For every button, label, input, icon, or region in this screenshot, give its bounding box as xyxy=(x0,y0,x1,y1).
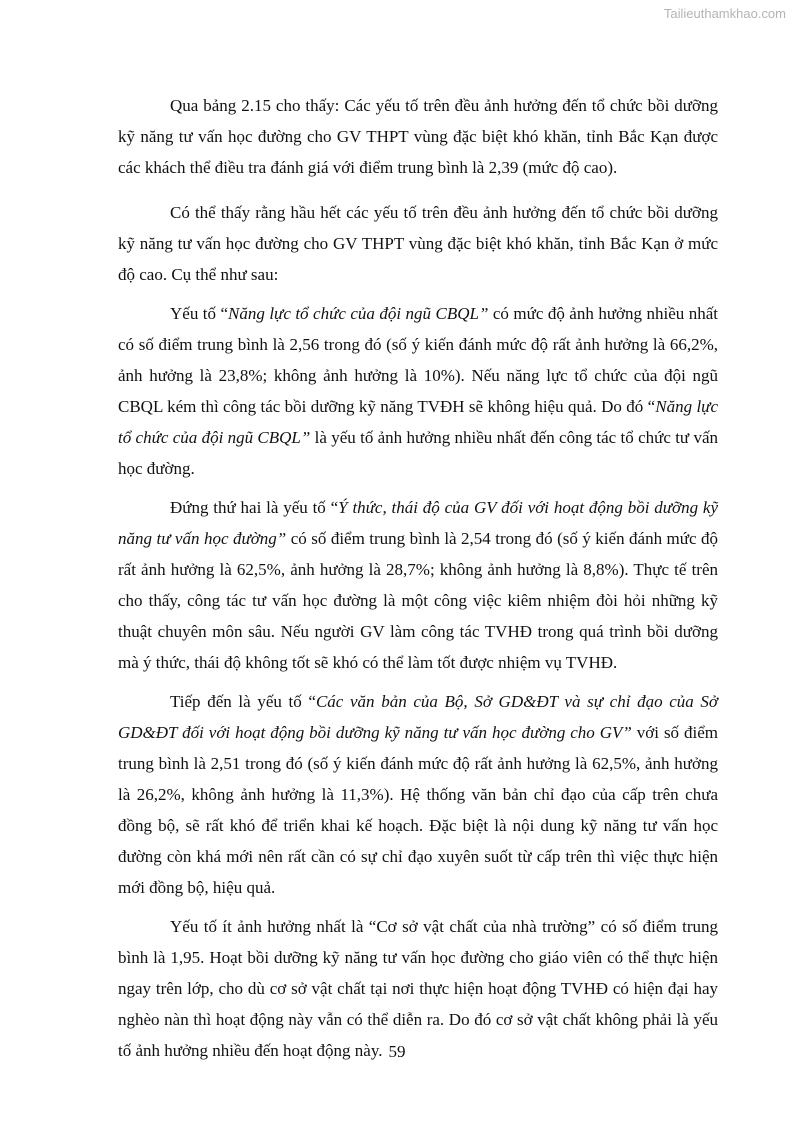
page-number: 59 xyxy=(388,1042,406,1061)
text-run: Yếu tố ít ảnh hưởng nhất là “Cơ sở vật chất của nhà trường” có số điểm trung bình là 1,95. Hoạt bồi dưỡng kỹ năng tư vấn học đường cho giáo viên có thể thực hiện ngay trên lớp, cho dù cơ sở vật chất tại nơi thực hiện hoạt động TVHĐ có hiện đại hay nghèo nàn thì hoạt động này vẫn có thể diễn ra. Do đó cơ sở vật chất không phải là yếu tố ảnh hưởng nhiều đến hoạt động này. xyxy=(118,917,718,1060)
italic-text-run: Năng lực tổ chức của đội ngũ CBQL” xyxy=(228,304,489,323)
paragraph xyxy=(118,197,718,290)
text-run: Đứng thứ hai là yếu tố “ xyxy=(170,498,339,517)
text-run: có mức độ ảnh hưởng nhiều nhất có số điểm trung bình là 2,56 trong đó (số ý kiến đánh mức độ rất ảnh hưởng là 66,2%, ảnh hưởng là 23,8%; không ảnh hưởng là 10%). Nếu năng lực tổ chức của đội ngũ CBQL kém thì công tác bồi dưỡng kỹ năng TVĐH sẽ không hiệu quả. Do đó “ xyxy=(118,304,718,416)
italic-text-run: Ý thức, thái độ của GV đối với hoạt động bồi dưỡng kỹ năng tư vấn học đường” xyxy=(118,498,718,548)
text-run: Có thể thấy rằng hầu hết các yếu tố trên đều ảnh hưởng đến tổ chức bồi dưỡng kỹ năng tư vấn học đường cho GV THPT vùng đặc biệt khó khăn, tỉnh Bắc Kạn ở mức độ cao. Cụ thể như sau: xyxy=(118,203,718,284)
text-run: có số điểm trung bình là 2,54 trong đó (số ý kiến đánh mức độ rất ảnh hưởng là 62,5%, ảnh hưởng là 28,7%; không ảnh hưởng là 8,8%). Thực tế trên cho thấy, công tác tư vấn học đường là một công việc kiêm nhiệm đòi hỏi những kỹ thuật chuyên môn sâu. Nếu người GV làm công tác TVHĐ trong quá trình bồi dưỡng mà ý thức, thái độ không tốt sẽ khó có thể làm tốt được nhiệm vụ TVHĐ. xyxy=(118,529,718,672)
text-run: Qua bảng 2.15 cho thấy: Các yếu tố trên đều ảnh hưởng đến tổ chức bồi dưỡng kỹ năng tư vấn học đường cho GV THPT vùng đặc biệt khó khăn, tỉnh Bắc Kạn được các khách thể điều tra đánh giá với điểm trung bình là 2,39 (mức độ cao). xyxy=(118,96,718,177)
italic-text-run: Các văn bản của Bộ, Sở GD&ĐT và sự chỉ đạo của Sở GD&ĐT đối với hoạt động bồi dưỡng kỹ năng tư vấn học đường cho GV” xyxy=(118,692,718,742)
paragraph xyxy=(118,686,718,903)
text-run: là yếu tố ảnh hưởng nhiều nhất đến công tác tổ chức tư vấn học đường. xyxy=(118,428,718,478)
document-body xyxy=(118,90,718,1074)
italic-text-run: Năng lực tổ chức của đội ngũ CBQL” xyxy=(118,397,718,447)
watermark: Tailieuthamkhao.com xyxy=(663,6,786,21)
paragraph xyxy=(118,492,718,678)
text-run: với số điểm trung bình là 2,51 trong đó (số ý kiến đánh mức độ rất ảnh hưởng là 62,5%, ảnh hưởng là 26,2%, không ảnh hưởng là 11,3%). Hệ thống văn bản chỉ đạo của cấp trên chưa đồng bộ, sẽ rất khó để triển khai kế hoạch. Đặc biệt là nội dung kỹ năng tư vấn học đường còn khá mới nên rất cần có sự chỉ đạo xuyên suốt từ cấp trên thì việc thực hiện mới đồng bộ, hiệu quả. xyxy=(118,723,718,897)
paragraph xyxy=(118,298,718,484)
paragraph xyxy=(118,90,718,183)
text-run: Tiếp đến là yếu tố “ xyxy=(170,692,316,711)
text-run: Yếu tố “ xyxy=(170,304,229,323)
